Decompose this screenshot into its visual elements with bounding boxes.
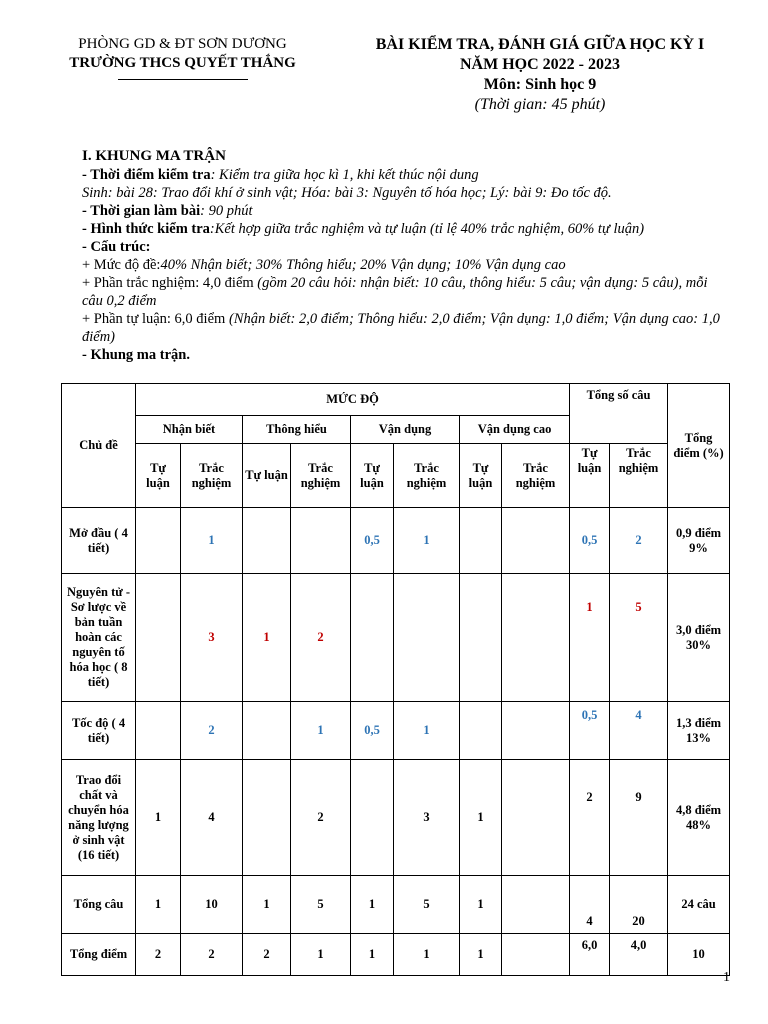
cell: 1 bbox=[460, 760, 502, 876]
header-mcq: Trắc nghiệm bbox=[181, 444, 243, 508]
cell bbox=[502, 760, 570, 876]
row-points: 24 câu bbox=[668, 876, 730, 934]
header-mcq: Trắc nghiệm bbox=[610, 444, 668, 508]
table-row bbox=[62, 934, 730, 976]
cell: 2 bbox=[291, 760, 351, 876]
cell: 1 bbox=[394, 934, 460, 976]
header-recognize: Nhận biết bbox=[136, 416, 243, 444]
header-essay: Tự luận bbox=[136, 444, 181, 508]
header-apply: Vận dụng bbox=[351, 416, 460, 444]
cell: 1 bbox=[351, 876, 394, 934]
row-topic: Nguyên tử - Sơ lược về bản tuần hoàn các nguyên tố hóa học ( 8 tiết) bbox=[62, 574, 136, 702]
cell: 5 bbox=[610, 574, 668, 702]
header-apply-high: Vận dụng cao bbox=[460, 416, 570, 444]
row-topic: Tốc độ ( 4 tiết) bbox=[62, 702, 136, 760]
header-total-points: Tổng điểm (%) bbox=[668, 384, 730, 508]
cell: 3 bbox=[394, 760, 460, 876]
header-level: MỨC ĐỘ bbox=[136, 384, 570, 416]
cell bbox=[136, 702, 181, 760]
matrix-intro bbox=[82, 147, 732, 364]
cell bbox=[502, 934, 570, 976]
header-essay: Tự luận bbox=[460, 444, 502, 508]
header-total-questions: Tổng số câu bbox=[570, 384, 668, 444]
cell: 6,0 bbox=[570, 934, 610, 976]
cell: 1 bbox=[136, 760, 181, 876]
cell: 2 bbox=[181, 702, 243, 760]
cell: 4 bbox=[181, 760, 243, 876]
cell bbox=[502, 508, 570, 574]
intro-line-level: + Mức độ đề:40% Nhận biết; 30% Thông hiểu; 20% Vận dụng; 10% Vận dụng cao bbox=[82, 257, 566, 273]
cell: 1 bbox=[570, 574, 610, 702]
cell: 1 bbox=[394, 702, 460, 760]
cell: 0,5 bbox=[570, 702, 610, 760]
cell bbox=[243, 760, 291, 876]
header-underline bbox=[118, 79, 248, 80]
intro-line-mcq: + Phần trắc nghiệm: 4,0 điểm (gồm 20 câu hỏi: nhận biết: 10 câu, thông hiểu: 5 câu; vận dụng: 5 câu), mỗi câu 0,2 điểm bbox=[82, 275, 708, 309]
cell: 1 bbox=[291, 702, 351, 760]
matrix-table bbox=[61, 383, 730, 976]
cell bbox=[460, 574, 502, 702]
header-essay: Tự luận bbox=[351, 444, 394, 508]
intro-line-matrix: - Khung ma trận. bbox=[82, 347, 190, 363]
exam-title: BÀI KIỂM TRA, ĐÁNH GIÁ GIỮA HỌC KỲ I bbox=[375, 36, 705, 53]
section-heading: I. KHUNG MA TRẬN bbox=[82, 148, 226, 164]
cell: 2 bbox=[181, 934, 243, 976]
header-mcq: Trắc nghiệm bbox=[502, 444, 570, 508]
row-topic: Trao đổi chất và chuyển hóa năng lượng ở sinh vật (16 tiết) bbox=[62, 760, 136, 876]
page-number: 1 bbox=[723, 970, 730, 985]
intro-line-time: - Thời điểm kiểm tra: Kiểm tra giữa học kì 1, khi kết thúc nội dung bbox=[82, 167, 479, 183]
cell: 3 bbox=[181, 574, 243, 702]
table-row bbox=[62, 876, 730, 934]
cell: 4 bbox=[610, 702, 668, 760]
cell: 0,5 bbox=[351, 702, 394, 760]
cell: 4 bbox=[570, 876, 610, 934]
cell: 5 bbox=[291, 876, 351, 934]
cell: 0,5 bbox=[570, 508, 610, 574]
row-topic: Tổng điểm bbox=[62, 934, 136, 976]
cell bbox=[243, 508, 291, 574]
cell: 5 bbox=[394, 876, 460, 934]
duration: (Thời gian: 45 phút) bbox=[474, 96, 606, 113]
table-row bbox=[62, 574, 730, 702]
cell: 10 bbox=[181, 876, 243, 934]
cell bbox=[291, 508, 351, 574]
header-topic: Chủ đề bbox=[62, 384, 136, 508]
header-essay: Tự luận bbox=[570, 444, 610, 508]
school-name: TRƯỜNG THCS QUYẾT THẮNG bbox=[69, 55, 296, 71]
cell: 1 bbox=[243, 876, 291, 934]
cell: 9 bbox=[610, 760, 668, 876]
cell: 2 bbox=[291, 574, 351, 702]
row-points: 3,0 điểm 30% bbox=[668, 574, 730, 702]
cell: 1 bbox=[351, 934, 394, 976]
cell bbox=[351, 574, 394, 702]
cell: 1 bbox=[460, 934, 502, 976]
cell bbox=[136, 508, 181, 574]
row-topic: Mở đầu ( 4 tiết) bbox=[62, 508, 136, 574]
cell: 2 bbox=[570, 760, 610, 876]
intro-line-structure: - Cấu trúc: bbox=[82, 239, 151, 255]
cell: 2 bbox=[243, 934, 291, 976]
cell bbox=[460, 702, 502, 760]
cell: 1 bbox=[136, 876, 181, 934]
intro-line-essay: + Phần tự luận: 6,0 điểm (Nhận biết: 2,0 điểm; Thông hiểu: 2,0 điểm; Vận dụng: 1,0 điểm; Vận dụng cao: 1,0 điểm) bbox=[82, 311, 720, 345]
header-mcq: Trắc nghiệm bbox=[394, 444, 460, 508]
table-row bbox=[62, 508, 730, 574]
cell bbox=[351, 760, 394, 876]
cell: 1 bbox=[243, 574, 291, 702]
row-points: 10 bbox=[668, 934, 730, 976]
cell: 2 bbox=[610, 508, 668, 574]
header-mcq: Trắc nghiệm bbox=[291, 444, 351, 508]
intro-line-duration: - Thời gian làm bài: 90 phút bbox=[82, 203, 253, 219]
cell: 1 bbox=[394, 508, 460, 574]
cell bbox=[460, 508, 502, 574]
header-essay: Tự luận bbox=[243, 444, 291, 508]
row-points: 0,9 điểm 9% bbox=[668, 508, 730, 574]
cell bbox=[502, 702, 570, 760]
cell: 20 bbox=[610, 876, 668, 934]
department-name: PHÒNG GD & ĐT SƠN DƯƠNG bbox=[78, 36, 287, 52]
cell bbox=[243, 702, 291, 760]
school-header bbox=[40, 35, 325, 80]
cell bbox=[502, 574, 570, 702]
exam-header bbox=[330, 35, 750, 115]
cell: 1 bbox=[291, 934, 351, 976]
cell: 0,5 bbox=[351, 508, 394, 574]
cell bbox=[502, 876, 570, 934]
cell: 1 bbox=[460, 876, 502, 934]
cell: 2 bbox=[136, 934, 181, 976]
cell: 1 bbox=[181, 508, 243, 574]
row-points: 4,8 điểm 48% bbox=[668, 760, 730, 876]
header-understand: Thông hiểu bbox=[243, 416, 351, 444]
table-row bbox=[62, 702, 730, 760]
cell bbox=[136, 574, 181, 702]
row-topic: Tổng câu bbox=[62, 876, 136, 934]
subject: Môn: Sinh học 9 bbox=[483, 76, 597, 93]
row-points: 1,3 điểm 13% bbox=[668, 702, 730, 760]
cell: 4,0 bbox=[610, 934, 668, 976]
table-row bbox=[62, 760, 730, 876]
school-year: NĂM HỌC 2022 - 2023 bbox=[460, 56, 620, 73]
intro-line-format: - Hình thức kiểm tra:Kết hợp giữa trắc nghiệm và tự luận (tỉ lệ 40% trắc nghiệm, 60% tự luận) bbox=[82, 221, 645, 237]
cell bbox=[394, 574, 460, 702]
intro-line-lessons: Sinh: bài 28: Trao đổi khí ở sinh vật; Hóa: bài 3: Nguyên tố hóa học; Lý: bài 9: Đo tốc độ. bbox=[82, 185, 612, 201]
